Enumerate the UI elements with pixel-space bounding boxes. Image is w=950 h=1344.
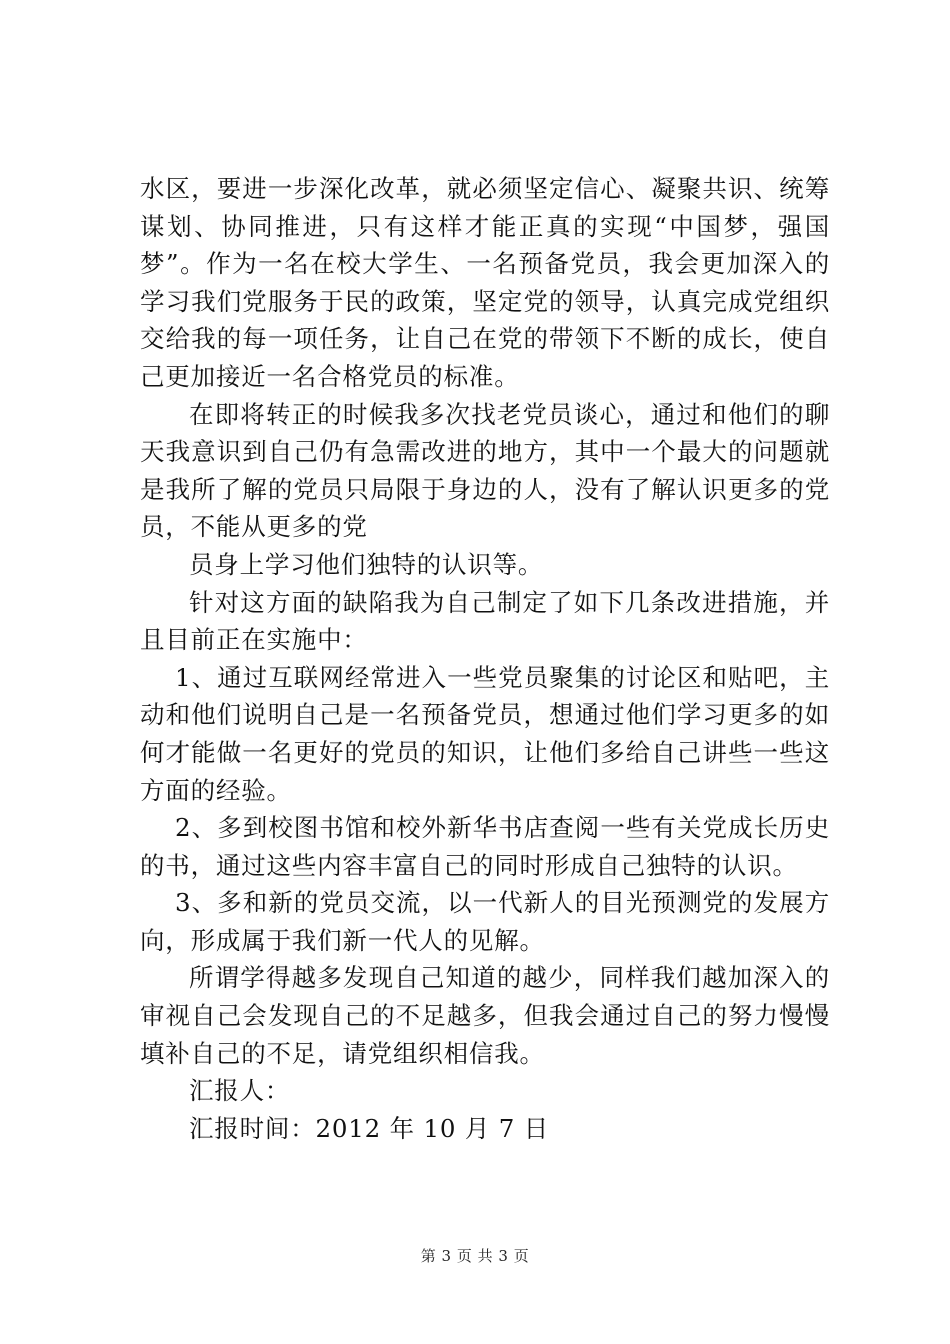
reporter-label: 汇报人： <box>189 1076 291 1106</box>
list-item-measure-3: 3、多和新的党员交流，以一代新人的目光预测党的发展方向，形成属于我们新一代人的见解。 <box>140 888 830 955</box>
paragraph-talk-with-members: 在即将转正的时候我多次找老党员谈心，通过和他们的聊天我意识到自己仍有急需改进的地方，其中一个最大的问题就是我所了解的党员只局限于身边的人，没有了解认识更多的党员，不能从更多的党 <box>140 399 830 542</box>
paragraph-learn-from-members: 员身上学习他们独特的认识等。 <box>189 549 544 579</box>
paragraph-improvement-intro: 针对这方面的缺陷我为自己制定了如下几条改进措施，并且目前正在实施中： <box>140 587 830 655</box>
paragraph-continuation: 水区，要进一步深化改革，就必须坚定信心、凝聚共识、统筹谋划、协同推进，只有这样才能正真的实现“中国梦，强国梦”。作为一名在校大学生、一名预备党员，我会更加深入的学习我们党服务于民的政策，坚定党的领导，认真完成党组织交给我的每一项任务，让自己在党的带领下不断的成长，使自己更加接近一名合格党员的标准。 <box>140 174 830 391</box>
list-item-measure-2: 2、多到校图书馆和校外新华书店查阅一些有关党成长历史的书，通过这些内容丰富自己的同时形成自己独特的认识。 <box>140 813 830 880</box>
page-number: 第 3 页 共 3 页 <box>420 1247 530 1265</box>
list-item-measure-1: 1、通过互联网经常进入一些党员聚集的讨论区和贴吧，主动和他们说明自己是一名预备党员，想通过他们学习更多的如何才能做一名更好的党员的知识，让他们多给自己讲些一些这方面的经验。 <box>140 662 830 805</box>
paragraph-conclusion: 所谓学得越多发现自己知道的越少，同样我们越加深入的审视自己会发现自己的不足越多，但我会通过自己的努力慢慢填补自己的不足，请党组织相信我。 <box>140 963 830 1068</box>
page-footer <box>0 1245 950 1266</box>
document-body <box>140 170 830 1147</box>
report-date: 汇报时间：2012 年 10 月 7 日 <box>189 1113 550 1143</box>
